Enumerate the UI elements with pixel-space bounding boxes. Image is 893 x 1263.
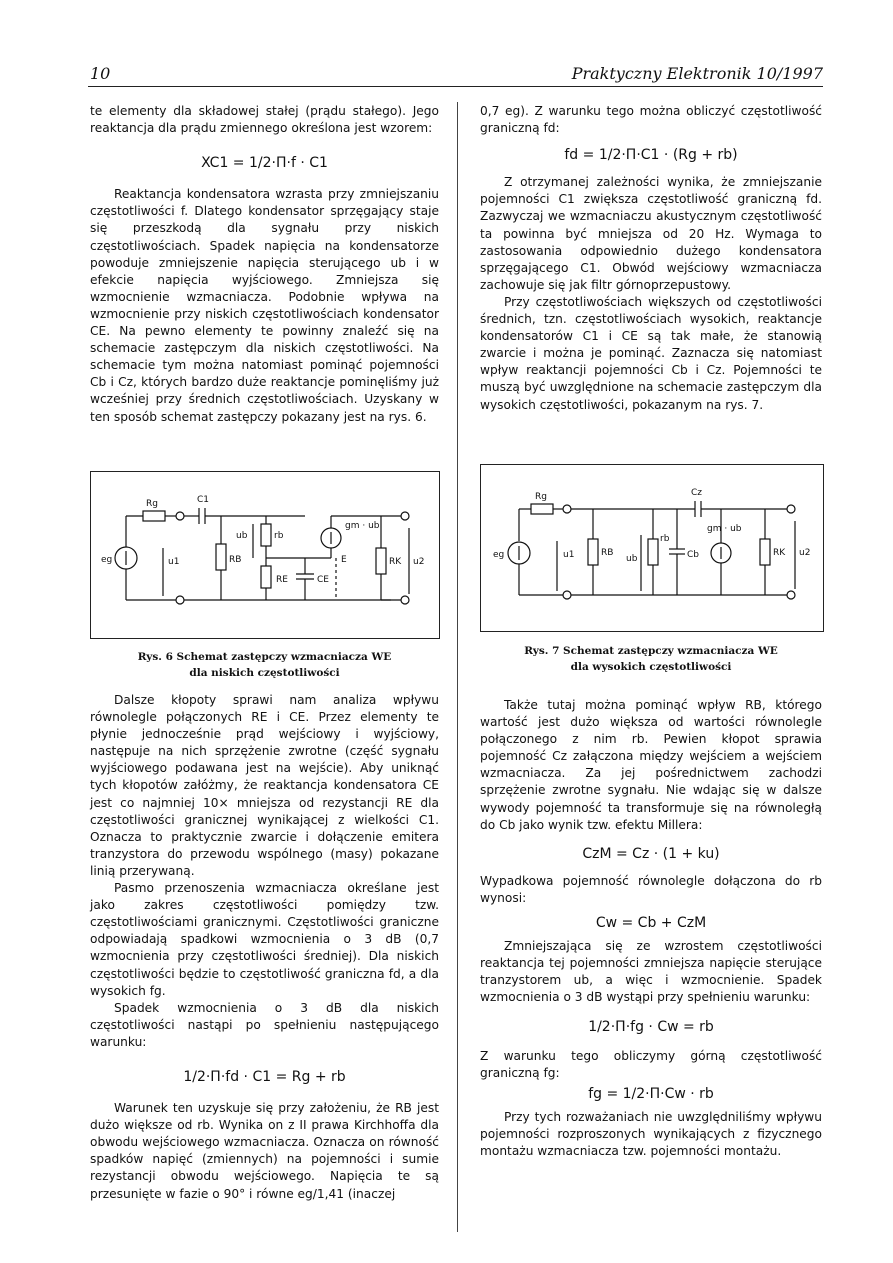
figure-6-schematic (90, 471, 440, 639)
paragraph: Dalsze kłopoty sprawi nam analiza wpływu równolegle połączonych RE i CE. Przez elementy te płynie jednocześnie prąd wejściowy i wyjściowy, następuje na nich sprzężenie zwrotne (część sygnału wyjściowego podawana jest na wejście). Aby uniknąć tych kłopotów załóżmy, że reaktancja kondensatora CE jest co najmniej 10× mniejsza od rezystancji RE dla częstotliwości granicznej wynikającej z wielkości C1. Oznacza to praktycznie zwarcie i dołączenie emitera tranzystora do przewodu wspólnego (masy) pokazane linią przerywaną. (90, 693, 439, 878)
paragraph: Z warunku tego obliczymy górną częstotliwość graniczną fg: (480, 1048, 822, 1080)
paragraph: Warunek ten uzyskuje się przy założeniu, że RB jest dużo większe od rb. Wynika on z II prawa Kirchhoffa dla obwodu wejściowego wzmacniacza. Oznacza on równość spadków napięć (zmiennych) na pojemności i sumie rezystancji obwodu wejściowego. Napięcia te są przesunięte w fazie o 90° i równe eg/1,41 (inaczej (90, 1101, 439, 1201)
resistor-re (261, 566, 271, 588)
page-number: 10 (90, 64, 111, 83)
label-rg: Rg (535, 492, 547, 502)
resistor-rg (143, 511, 165, 521)
left-column-top (90, 103, 439, 426)
resistor-rg (531, 504, 553, 514)
label-rk: RK (389, 557, 402, 567)
label-gm: gm · ub (707, 524, 742, 534)
right-column-top (480, 103, 822, 414)
figure-7-svg (481, 465, 823, 631)
resistor-rb-big (588, 539, 598, 565)
caption-line: dla wysokich częstotliwości (570, 661, 732, 673)
label-ub: ub (626, 554, 638, 564)
paragraph: Przy tych rozważaniach nie uwzględniliśmy wpływu pojemności rozproszonych wynikających z fizycznego montażu wzmacniacza tzw. pojemności montażu. (480, 1109, 822, 1159)
paragraph: Z otrzymanej zależności wynika, że zmniejszanie pojemności C1 zwiększa częstotliwość graniczną fd. Zazwyczaj we wzmacniaczu akustycznym częstotliwość ta powinna być mniejsza od 20 Hz. Wymaga to zastosowania odpowiednio dużego kondensatora sprzęgającego C1. Obwód wejściowy wzmacniacza zachowuje się jak filtr górnoprzepustowy. (480, 175, 822, 292)
right-column-bottom (480, 697, 822, 1160)
equation-cw: Cw = Cb + CzM (595, 915, 707, 932)
paragraph: Zmniejszająca się ze wzrostem częstotliwości reaktancja tej pojemności zmniejsza napięcie sterujące tranzystorem ub, a więc i wzmocnienie. Spadek wzmocnienia o 3 dB wystąpi przy spełnieniu warunku: (480, 939, 822, 1005)
resistor-rb-big (216, 544, 226, 570)
equation-fg: fg = 1/2·Π·Cw · rb (588, 1085, 714, 1102)
resistor-rk (376, 548, 386, 574)
label-c1: C1 (197, 495, 210, 505)
equation-czm: CzM = Cz · (1 + ku) (582, 845, 720, 862)
equation-xc1: XC1 = 1/2·Π·f · C1 (201, 155, 328, 172)
paragraph: Spadek wzmocnienia o 3 dB dla niskich częstotliwości nastąpi po spełnieniu następującego warunku: (90, 1000, 439, 1049)
paragraph: Także tutaj można pominąć wpływ RB, którego wartość jest dużo większa od wartości równolegle połączonego z nim rb. Pewien kłopot sprawia pojemność Cz załączona między wejściem a wejściem wzmacniacza. Za jej pośrednictwem zachodzi sprzężenie zwrotne sygnału. Nie wdając się w dalsze wywody pojemność ta transformuje się na równoległą do Cb jako wynik tzw. efektu Millera: (480, 698, 822, 832)
left-column-bottom (90, 692, 439, 1203)
caption-line: Rys. 7 Schemat zastępczy wzmacniacza WE (524, 645, 778, 657)
label-re: RE (276, 575, 288, 585)
figure-7-caption (480, 643, 822, 675)
label-eg: eg (493, 550, 505, 560)
equation-condition-fd: 1/2·Π·fd · C1 = Rg + rb (183, 1068, 346, 1085)
label-ce: CE (317, 575, 329, 585)
resistor-rb-small (261, 524, 271, 546)
paragraph: 0,7 eg). Z warunku tego można obliczyć częstotliwość graniczną fd: (480, 104, 822, 136)
label-e: E (341, 555, 347, 565)
label-gm: gm · ub (345, 521, 380, 531)
label-rb-big: RB (229, 555, 242, 565)
journal-title: Praktyczny Elektronik 10/1997 (571, 64, 823, 83)
figure-6-svg (91, 472, 439, 638)
column-divider (457, 102, 458, 1232)
label-rb-small: rb (274, 531, 284, 541)
label-u1: u1 (168, 557, 180, 567)
label-rb-small: rb (660, 534, 670, 544)
label-rg: Rg (146, 499, 158, 509)
resistor-rk (760, 539, 770, 565)
label-u1: u1 (563, 550, 575, 560)
figure-6-caption (90, 649, 439, 681)
caption-line: dla niskich częstotliwości (189, 667, 340, 679)
label-u2: u2 (799, 548, 811, 558)
figure-7-schematic (480, 464, 824, 632)
label-rb-big: RB (601, 548, 614, 558)
caption-line: Rys. 6 Schemat zastępczy wzmacniacza WE (137, 651, 392, 663)
paragraph: Reaktancja kondensatora wzrasta przy zmniejszaniu częstotliwości f. Dlatego kondensator sprzęgający staje się przeszkodą dla sygnału przy niskich częstotliwościach. Spadek napięcia na kondensatorze powoduje zmniejszenie napięcia sterującego ub i w efekcie napięcia wyjściowego. Zmniejsza się wzmocnienie wzmacniacza. Podobnie wpływa na wzmocnienie przy niskich częstotliwościach kondensator CE. Na pewno elementy te powinny znaleźć się na schemacie zastępczym dla niskich częstotliwości. Na schemacie tym można natomiast pominąć pojemności Cb i Cz, których bardzo duże reaktancje pominęliśmy już wcześniej przy średnich częstotliwościach. Uzyskany w ten sposób schemat zastępczy pokazany jest na rys. 6. (90, 187, 439, 424)
label-rk: RK (773, 548, 786, 558)
paragraph: Przy częstotliwościach większych od częstotliwości średnich, tzn. częstotliwościach wysokich, reaktancje kondensatorów C1 i CE są tak małe, że stanowią zwarcie i można je pominąć. Zaznacza się natomiast wpływ reaktancji pojemności Cb i Cz. Pojemności te muszą być uwzględnione na schemacie zastępczym dla wysokich częstotliwości, pokazanym na rys. 7. (480, 294, 822, 412)
equation-condition-fg: 1/2·Π·fg · Cw = rb (588, 1018, 714, 1035)
label-u2: u2 (413, 557, 425, 567)
paragraph: te elementy dla składowej stałej (prądu stałego). Jego reaktancja dla prądu zmiennego określona jest wzorem: (90, 104, 439, 136)
equation-fd: fd = 1/2·Π·C1 · (Rg + rb) (564, 147, 738, 164)
label-cb: Cb (687, 550, 699, 560)
label-cz: Cz (691, 488, 703, 498)
label-eg: eg (101, 555, 113, 565)
paragraph: Pasmo przenoszenia wzmacniacza określane jest jako zakres częstotliwości pomiędzy tzw. częstotliwościami granicznymi. Częstotliwości graniczne odpowiadają spadkowi wzmocnienia o 3 dB (0,7 wzmocnienia przy częstotliwości średniej). Dla niskich częstotliwości będzie to częstotliwość graniczna fd, a dla wysokich fg. (90, 881, 439, 998)
header-rule (88, 86, 823, 87)
paragraph: Wypadkowa pojemność równolegle dołączona do rb wynosi: (480, 873, 822, 905)
resistor-rb-small (648, 539, 658, 565)
node (176, 512, 184, 520)
label-ub: ub (236, 531, 248, 541)
